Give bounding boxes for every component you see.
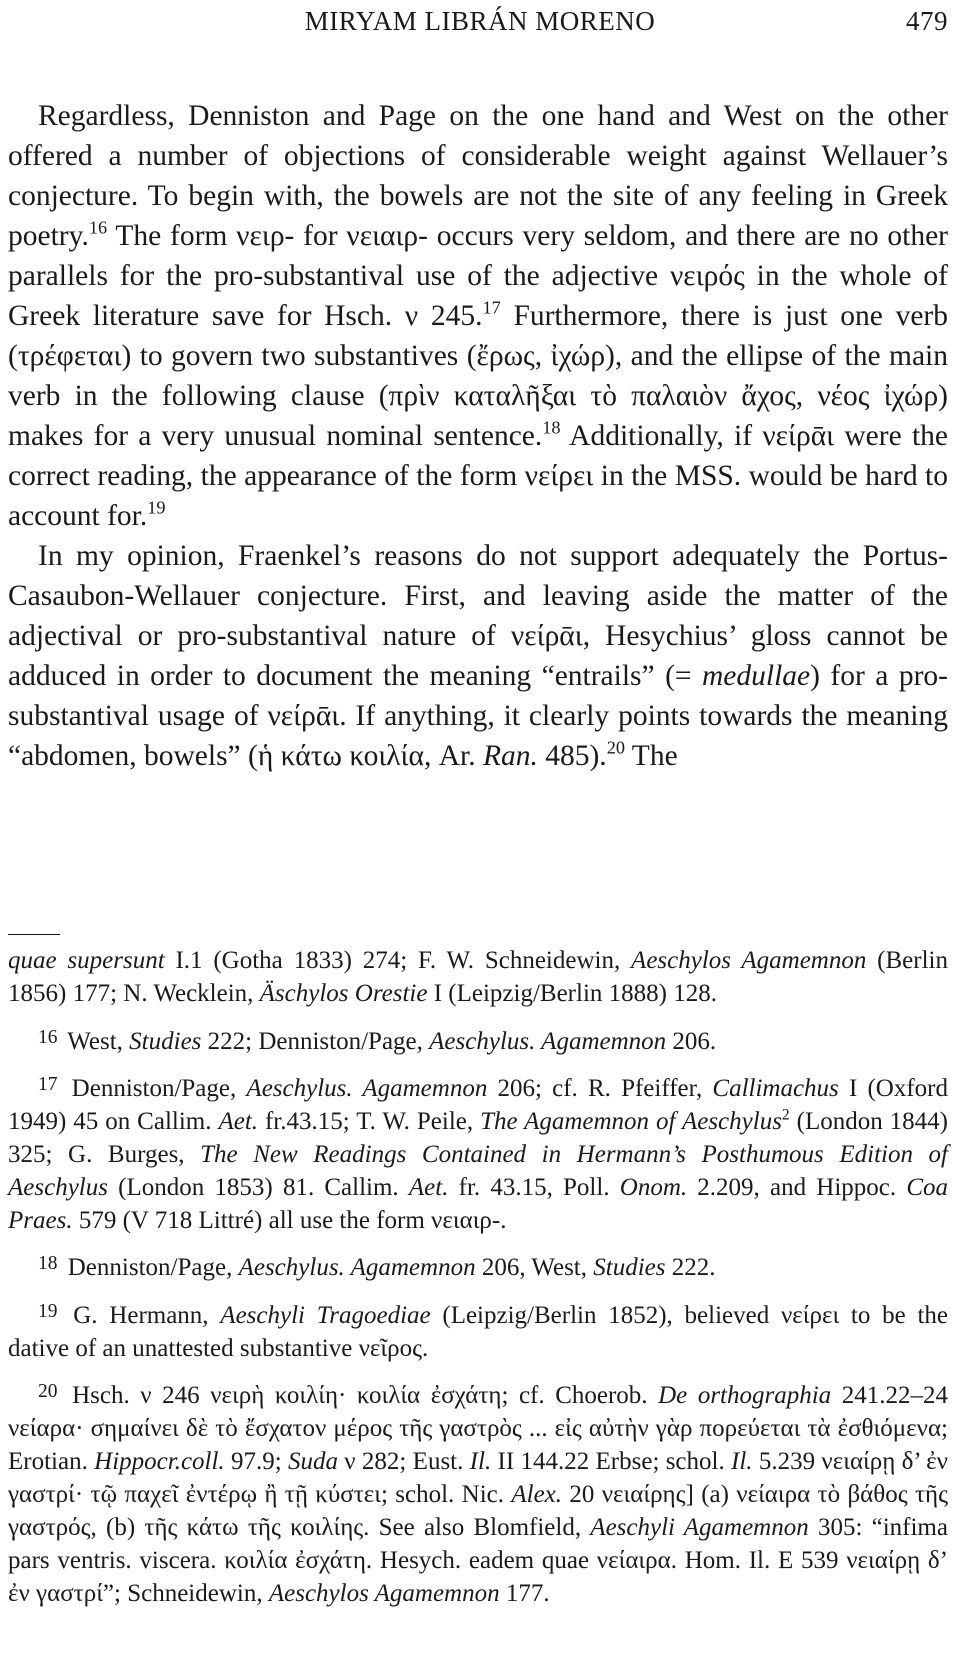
text-run: The form νειρ- for νειαιρ- occurs very seldom, and there are no other parallels for the pro-substantival use of the adjective νειρός in the whole of Greek literature save for Hsch. ν 245. [8,220,948,332]
footnote-19 [8,1295,948,1365]
text-run: 177. [499,1580,550,1608]
footnote-number: 20 [38,1380,58,1402]
italic-run: Aeschylus. Agamemnon [429,1028,667,1056]
text-run: Additionally, if νείρᾱι were the correct reading, the appearance of the form νείρει in the [8,420,948,492]
italic-run: Aet. [218,1108,259,1136]
italic-run: Il. [731,1448,753,1476]
italic-run: Aeschyli Tragoediae [220,1301,431,1329]
text-run: Furthermore, there is just one verb (τρέφεται) to govern two substantives (ἔρως, ἰχώρ), and the ellipse of the main verb in the following clause (πρὶν καταλῆξαι τὸ παλαιὸν ἄχος, νέος ἰχώρ) makes for a very unusual nominal sentence. [8,300,948,452]
footnotes [8,944,948,1620]
footnote-ref-19[interactable]: 19 [147,497,166,518]
italic-run: Hippocr.coll. [94,1448,225,1476]
text-run: (London 1844) 325; G. Burges, [8,1108,948,1169]
italic-run: Studies [129,1028,202,1056]
italic-run: medullae [702,660,811,692]
footnote-number: 19 [38,1300,58,1322]
small-caps-mss: MSS [674,460,734,492]
text-run: 206, West, [475,1254,594,1282]
footnote-ref-16[interactable]: 16 [88,217,108,238]
footnote-number: 18 [38,1253,58,1275]
italic-run: Coa Praes. [8,1174,948,1235]
running-header [8,6,952,42]
text-run: 222; Denniston/Page, [201,1028,430,1056]
paragraph-2 [8,536,948,776]
text-run: fr. 43.15, Poll. [448,1174,620,1202]
italic-run: Ran. [482,740,538,772]
footnote-17 [8,1068,948,1237]
text-run: 485). [537,740,607,772]
running-title: MIRYAM LIBRÁN MORENO [304,6,656,36]
italic-run: Onom. [619,1174,688,1202]
italic-run: Callimachus [712,1075,839,1103]
italic-run: Aeschylos Agamemnon [268,1580,500,1608]
text-run: 97.9; [224,1448,288,1476]
text-run: I (Oxford 1949) 45 on Callim. [8,1075,948,1136]
italic-run: Aeschylus. Agamemnon [238,1254,476,1282]
italic-run: Studies [593,1254,666,1282]
text-run: G. Hermann, [61,1301,221,1329]
body-text [8,96,948,776]
text-run: 2.209, and Hippoc. [687,1174,907,1202]
footnote-rule [8,934,60,935]
footnote-ref-18[interactable]: 18 [542,417,561,438]
footnote-continuation [8,944,948,1010]
text-run: Denniston/Page, [61,1254,239,1282]
italic-run: The New Readings Contained in Hermann’s Posthumous Edition of Aeschylus [8,1141,948,1202]
text-run: Regardless, Denniston and Page on the one hand and West on the other offered a number of objections of considerable weight against Wellauer’s conjecture. To begin with, the bowels are not the site of any feeling in Greek poetry. [8,100,948,252]
edition-superscript: 2 [781,1106,790,1124]
text-run: ) for a pro-substantival usage of νείρᾱι. If anything, it clearly points towards the meaning “abdomen, bowels” (ἡ κάτω κοιλία, Ar. [8,660,948,772]
italic-run: Aeschyli Agamemnon [590,1514,809,1542]
italic-run: De orthographia [658,1382,832,1410]
text-run: 241.22–24 νείαρα· σημαίνει δὲ τὸ ἔσχατον μέρος τῆς γαστρὸς ... εἰς αὐτὴν γὰρ πορεύεται τὰ ἐσθιόμενα; Erotian. [8,1382,949,1476]
footnote-ref-20[interactable]: 20 [606,737,625,758]
italic-run: Aet. [408,1174,449,1202]
footnote-number: 17 [38,1074,58,1096]
italic-run: Alex. [511,1481,563,1509]
text-run: (Leipzig/Berlin 1852), believed νείρει to be the dative of an unattested substantive νεῖρος. [8,1301,948,1362]
italic-run: Aeschylos Agamemnon [631,947,867,974]
text-run: ν 282; Eust. [338,1448,470,1476]
italic-run: Äschylos Orestie [259,980,428,1007]
footnote-number: 16 [38,1027,58,1048]
text-run: II 144.22 Erbse; schol. [491,1448,732,1476]
text-run: I.1 (Gotha 1833) 274; F. W. Schneidewin, [164,947,632,974]
paragraph-1 [8,96,948,536]
footnote-ref-17[interactable]: 17 [482,297,501,318]
text-run: (London 1853) 81. Callim. [107,1174,409,1202]
text-run: 20 νειαίρης] (a) νείαιρα τὸ βάθος τῆς γαστρός, (b) τῆς κάτω τῆς κοιλίης. See also Blomfield, [8,1481,949,1542]
footnote-18 [8,1247,948,1284]
italic-run: Suda [288,1448,338,1476]
text-run: The [624,740,678,772]
text-run: 206; cf. R. Pfeiffer, [487,1075,713,1103]
text-run: Denniston/Page, [61,1075,247,1103]
italic-run: The Agamemnon of Aeschylus [480,1108,782,1136]
text-run: (Berlin 1856) 177; N. Wecklein, [8,947,948,1007]
page-number: 479 [906,6,948,36]
text-run: 206. [666,1028,717,1056]
text-run: In my opinion, Fraenkel’s reasons do not support adequately the Portus-Casaubon-Wellauer conjecture. First, and leaving aside the matter of the adjectival or pro-substantival nature of νείρᾱι, Hesychius’ gloss cannot be adduced in order to document the meaning “entrails” (= [8,540,948,692]
text-run: I (Leipzig/Berlin 1888) 128. [427,980,717,1007]
text-run: . would be hard to account for. [8,460,948,532]
footnote-16 [8,1021,948,1058]
text-run: fr.43.15; T. W. Peile, [258,1108,481,1136]
text-run: West, [61,1028,130,1056]
text-run: 305: “infima pars ventris. viscera. κοιλία ἐσχάτη. Hesych. eadem quae νείαιρα. Hom. Il. Ε 539 νειαίρῃ δ’ ἐν γαστρί”; Schneidewin, [8,1514,948,1608]
text-run: 5.239 νειαίρῃ δ’ ἐν γαστρί· τῷ παχεῖ ἐντέρῳ ἢ τῇ κύστει; schol. Nic. [8,1448,948,1509]
footnote-20 [8,1375,948,1610]
italic-run: Aeschylus. Agamemnon [246,1075,488,1103]
text-run: 222. [665,1254,716,1282]
text-run: Hsch. ν 246 νειρὴ κοιλίη· κοιλία ἐσχάτη; cf. Choerob. [61,1382,659,1410]
italic-run: quae supersunt [8,947,165,974]
italic-run: Il. [469,1448,492,1476]
text-run: 579 (V 718 Littré) all use the form νειαιρ-. [72,1207,507,1235]
